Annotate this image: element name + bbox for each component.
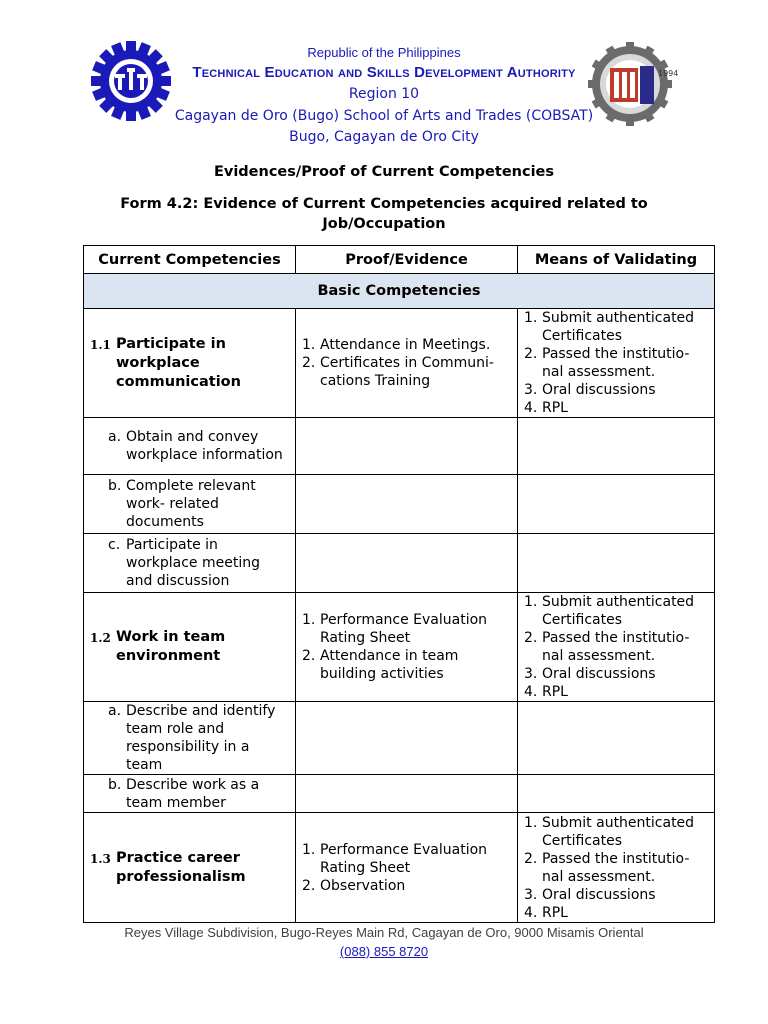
evidence-cell [296, 813, 518, 923]
evidence-list [302, 841, 511, 895]
seal-year: 1994 [658, 69, 679, 78]
subcompetency-text: Obtain and convey workplace information [126, 429, 283, 463]
means-text: RPL [542, 684, 568, 700]
competency-row [84, 309, 715, 418]
subcompetency-label [90, 702, 289, 774]
subcompetency-cell [84, 702, 296, 775]
subcompetency-row [84, 475, 715, 534]
republic-label: Republic of the Philippines [307, 45, 461, 60]
subcompetency-row [84, 534, 715, 593]
evidence-cell [296, 309, 518, 418]
means-list [524, 309, 708, 417]
evidence-text: Attendance in team building activities [320, 648, 459, 682]
letterhead [0, 0, 768, 150]
empty-means-cell [518, 534, 715, 593]
competency-label [90, 849, 289, 887]
subcompetency-row [84, 702, 715, 775]
means-item: 3. Oral discussions [524, 382, 656, 398]
means-item: 3. Oral discussions [524, 886, 656, 903]
means-item: 3. Oral discussions [524, 666, 656, 682]
subcompetency-text: Complete relevant work- related documents [126, 478, 256, 530]
means-text: Submit authenticated Certificates [542, 310, 695, 344]
region-label: Region 10 [348, 86, 420, 102]
evidence-text: Certificates in Communi-cations Training [320, 355, 494, 389]
subcompetency-letter: b. [108, 478, 122, 494]
agency-name: Technical Education and Skills Development Authority [192, 64, 576, 81]
evidence-text: Performance Evaluation Rating Sheet [320, 841, 488, 876]
header-proof-evidence: Proof/Evidence [296, 246, 518, 274]
evidence-cell [296, 593, 518, 702]
subcompetency-text: Participate in workplace meeting and discussion [126, 537, 260, 589]
empty-means-cell [518, 418, 715, 475]
evidence-item: 2. Observation [302, 877, 406, 894]
means-text: RPL [542, 400, 568, 416]
competency-number: 1.3 [90, 851, 111, 866]
empty-evidence-cell [296, 702, 518, 775]
competency-number: 1.2 [90, 631, 111, 645]
evidence-list [302, 611, 511, 683]
subcompetency-label [90, 477, 289, 531]
means-item: 4. RPL [524, 904, 568, 921]
means-text: Submit authenticated Certificates [542, 814, 695, 849]
competency-title: Work in team environment [116, 629, 226, 664]
footer-address: Reyes Village Subdivision, Bugo-Reyes Main Rd, Cagayan de Oro, 9000 Misamis Oriental [124, 925, 644, 940]
subcompetency-cell [84, 534, 296, 593]
means-text: Passed the institutio-nal assessment. [542, 346, 690, 380]
means-text: Oral discussions [542, 886, 656, 903]
footer-phone-link[interactable]: (088) 855 8720 [339, 944, 429, 959]
subcompetency-row [84, 418, 715, 475]
means-item: 1. Submit authenticated Certificates [524, 593, 708, 629]
competency-cell [84, 309, 296, 418]
means-text: RPL [542, 904, 568, 921]
subcompetency-cell [84, 418, 296, 475]
means-text: Submit authenticated Certificates [542, 594, 695, 628]
means-item: 2. Passed the institutio-nal assessment. [524, 850, 708, 886]
evidence-item: 2. Certificates in Communi-cations Training [302, 354, 511, 390]
subcompetency-text: Describe and identify team role and responsibility in a team [126, 703, 276, 773]
means-list [524, 814, 708, 922]
empty-means-cell [518, 475, 715, 534]
competency-title: Practice career professionalism [116, 849, 246, 885]
means-item: 1. Submit authenticated Certificates [524, 309, 708, 345]
evidence-list [302, 336, 511, 390]
competency-label [90, 335, 289, 392]
subcompetency-letter: c. [108, 537, 121, 553]
subcompetency-row [84, 775, 715, 813]
means-cell [518, 309, 715, 418]
competency-cell [84, 593, 296, 702]
evidence-item: 1. Attendance in Meetings. [302, 337, 491, 353]
means-text: Passed the institutio-nal assessment. [542, 630, 690, 664]
subcompetency-label [90, 536, 289, 590]
evidence-text: Performance Evaluation Rating Sheet [320, 612, 488, 646]
means-item: 4. RPL [524, 684, 568, 700]
means-cell [518, 593, 715, 702]
subcompetency-letter: b. [108, 776, 122, 793]
means-item: 1. Submit authenticated Certificates [524, 814, 708, 850]
competency-row [84, 593, 715, 702]
competency-title: Participate in workplace communication [116, 335, 241, 390]
empty-means-cell [518, 702, 715, 775]
section-basic-competencies: Basic Competencies [84, 274, 715, 309]
competency-number: 1.1 [90, 337, 111, 352]
empty-means-cell [518, 775, 715, 813]
subcompetency-letter: a. [108, 703, 122, 719]
means-list [524, 593, 708, 701]
subcompetency-letter: a. [108, 429, 122, 445]
subcompetency-text: Describe work as a team member [126, 776, 260, 811]
means-text: Passed the institutio-nal assessment. [542, 850, 690, 885]
evidence-text: Attendance in Meetings. [320, 337, 491, 353]
means-text: Oral discussions [542, 666, 656, 682]
means-cell [518, 813, 715, 923]
empty-evidence-cell [296, 418, 518, 475]
header-means-of-validating: Means of Validating [518, 246, 715, 274]
empty-evidence-cell [296, 775, 518, 813]
empty-evidence-cell [296, 475, 518, 534]
page-title: Evidences/Proof of Current Competencies [213, 164, 555, 180]
evidence-item: 2. Attendance in team building activities [302, 647, 511, 683]
competency-cell [84, 813, 296, 923]
competency-row [84, 813, 715, 923]
evidence-item: 1. Performance Evaluation Rating Sheet [302, 841, 511, 877]
subcompetency-cell [84, 775, 296, 813]
means-item: 2. Passed the institutio-nal assessment. [524, 345, 708, 381]
means-item: 2. Passed the institutio-nal assessment. [524, 629, 708, 665]
means-text: Oral discussions [542, 382, 656, 398]
header-current-competencies: Current Competencies [84, 246, 296, 274]
evidence-item: 1. Performance Evaluation Rating Sheet [302, 611, 511, 647]
school-city: Bugo, Cagayan de Oro City [289, 129, 479, 145]
means-item: 4. RPL [524, 400, 568, 416]
competency-label [90, 628, 289, 666]
empty-evidence-cell [296, 534, 518, 593]
subcompetency-label [90, 776, 289, 812]
evidence-text: Observation [320, 877, 406, 894]
form-title: Form 4.2: Evidence of Current Competencies acquired related to Job/Occupation [120, 196, 648, 232]
competency-table [83, 245, 715, 923]
subcompetency-cell [84, 475, 296, 534]
school-name: Cagayan de Oro (Bugo) School of Arts and Trades (COBSAT) [174, 108, 594, 124]
subcompetency-label [90, 428, 289, 464]
